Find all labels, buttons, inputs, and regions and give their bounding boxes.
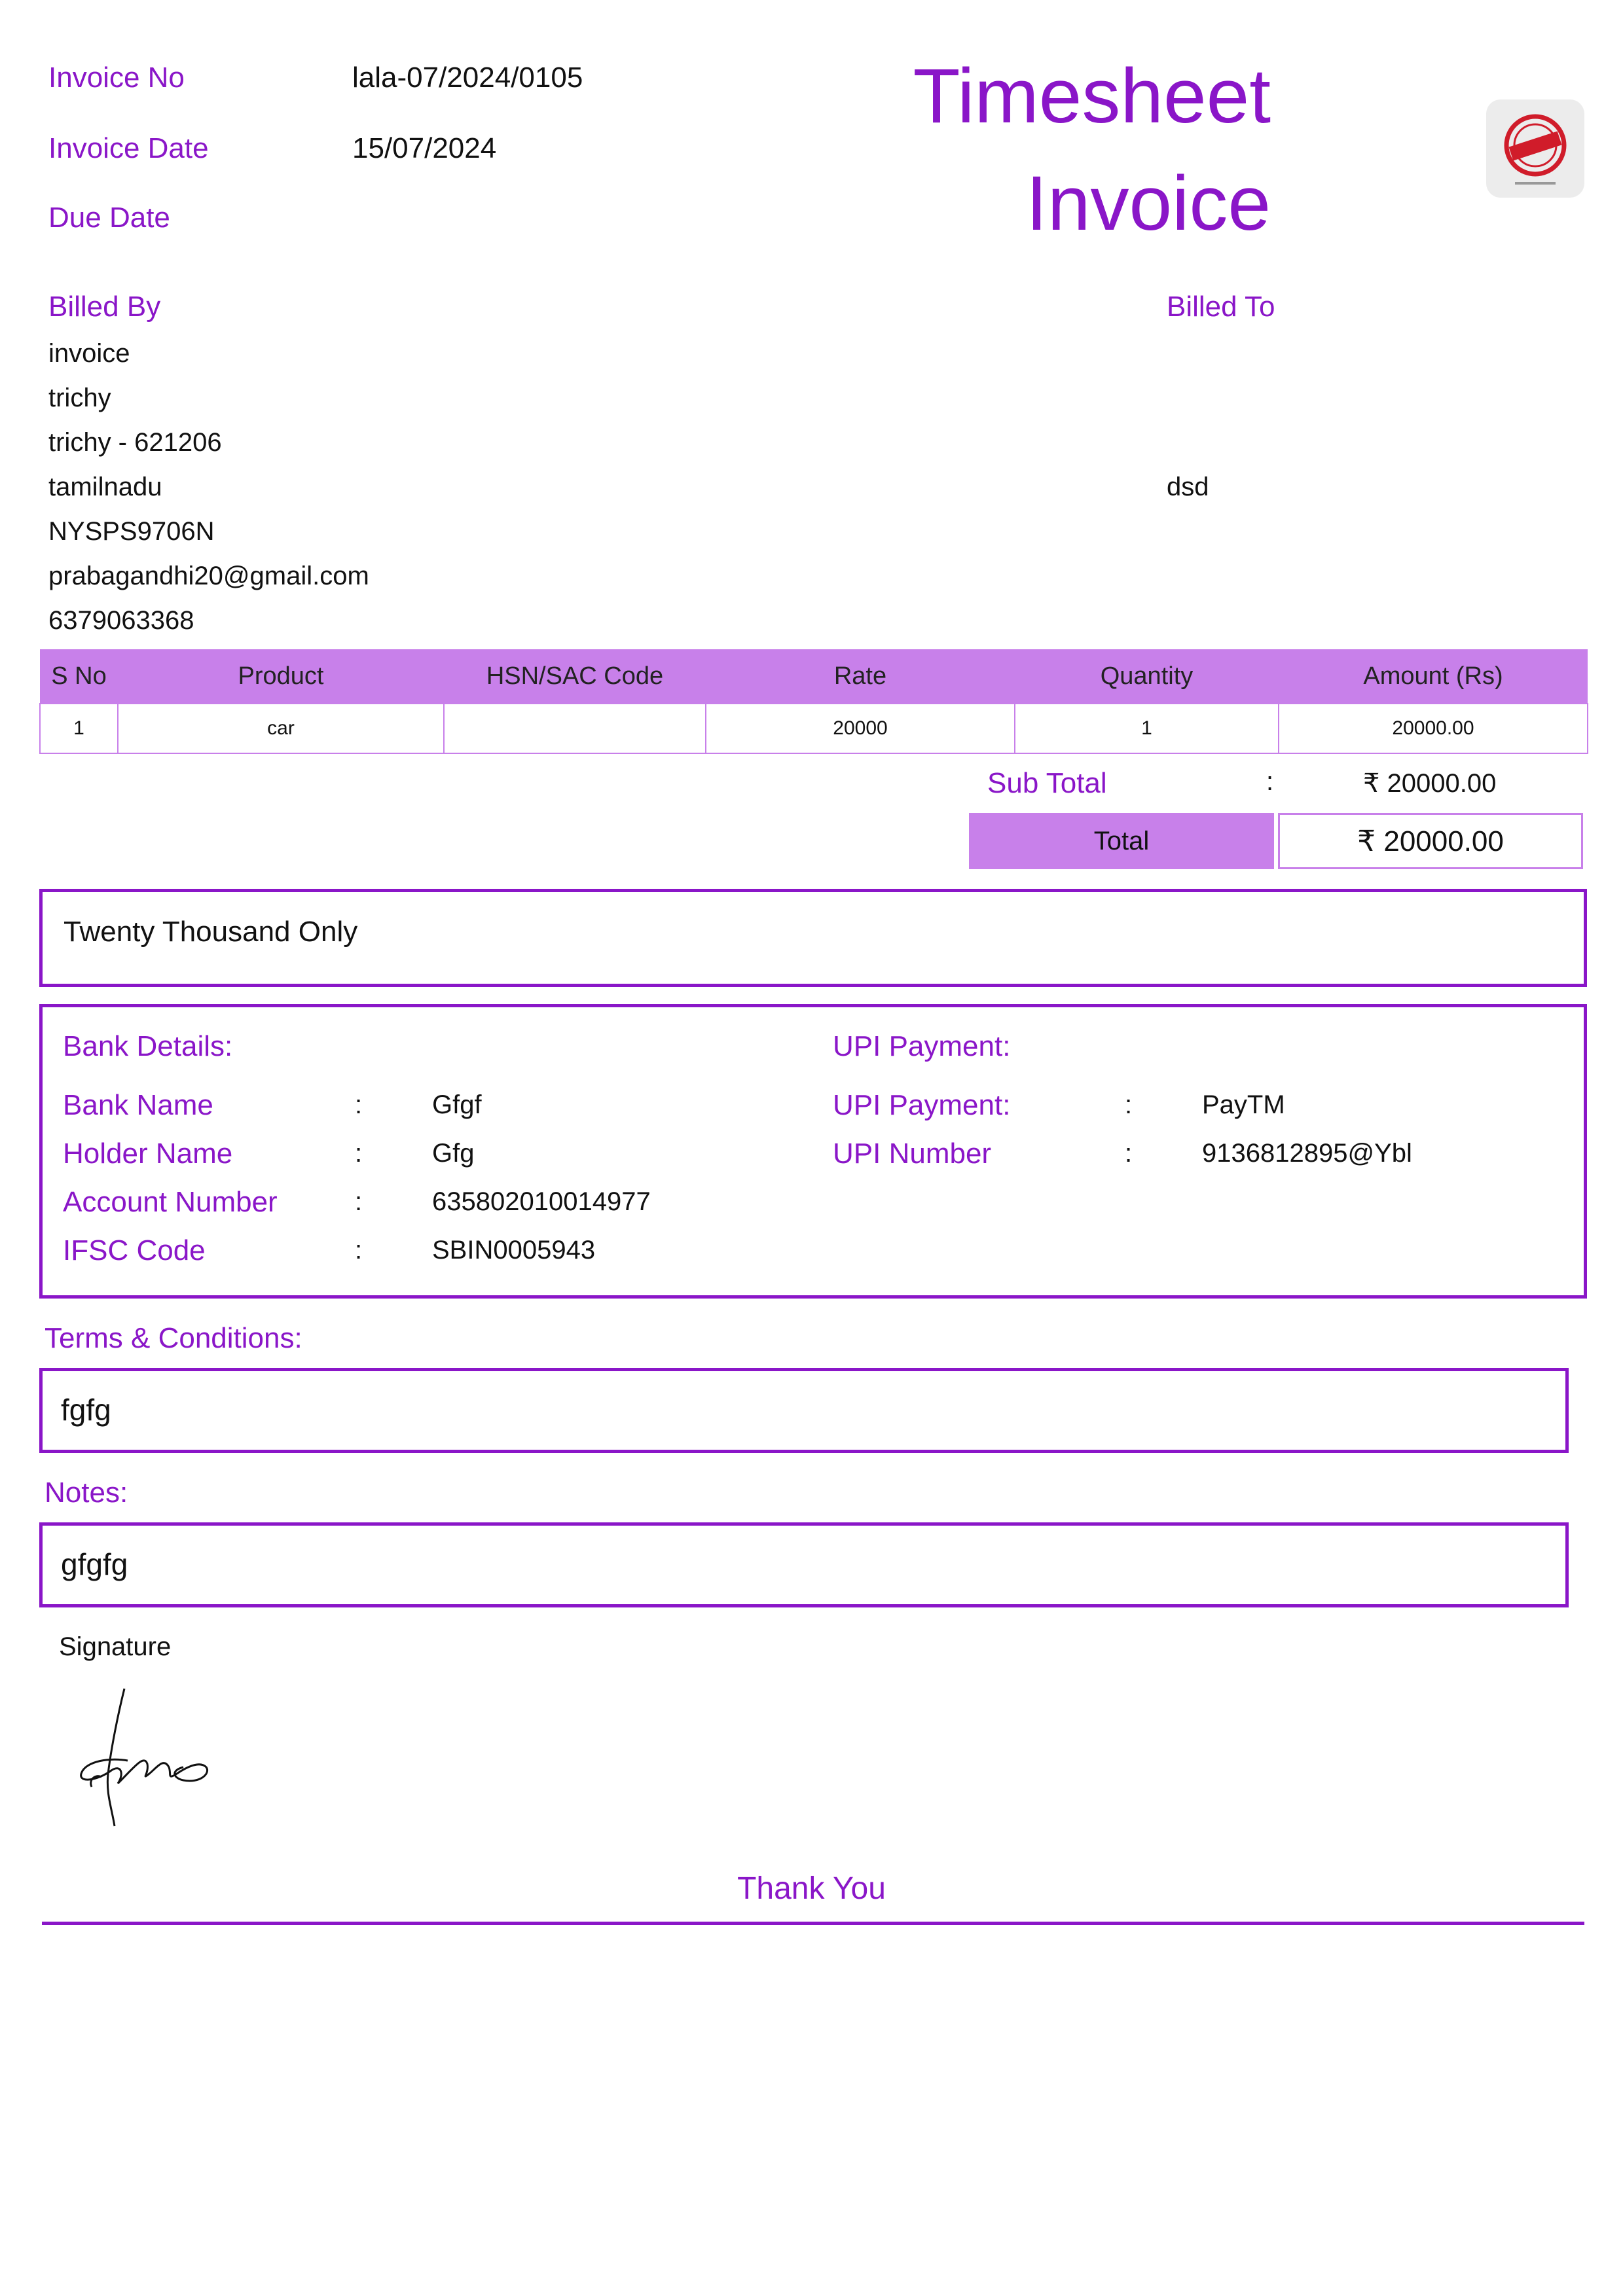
account-number-value: 635802010014977 bbox=[432, 1187, 651, 1216]
notes-label: Notes: bbox=[45, 1477, 128, 1509]
items-table bbox=[39, 649, 1588, 754]
page-title bbox=[913, 53, 1271, 247]
cell-product: car bbox=[118, 704, 444, 753]
col-header-rate: Rate bbox=[706, 649, 1015, 704]
col-header-quantity: Quantity bbox=[1015, 649, 1279, 704]
thank-you-footer: Thank You bbox=[737, 1871, 886, 1906]
footer-divider bbox=[42, 1922, 1584, 1925]
total-label: Total bbox=[1093, 826, 1150, 855]
billed-by-line: trichy bbox=[48, 384, 111, 412]
col-header-sno: S No bbox=[40, 649, 118, 704]
cell-quantity: 1 bbox=[1015, 704, 1279, 753]
cell-sno: 1 bbox=[40, 704, 118, 753]
title-line-2: Invoice bbox=[1026, 160, 1271, 247]
billed-to-label: Billed To bbox=[1167, 291, 1275, 323]
ifsc-code-label: IFSC Code bbox=[63, 1234, 206, 1266]
bank-name-value: Gfgf bbox=[432, 1090, 482, 1119]
invoice-no-label: Invoice No bbox=[48, 62, 185, 94]
col-header-product: Product bbox=[118, 649, 444, 704]
table-row bbox=[40, 704, 1588, 753]
bank-details-heading: Bank Details: bbox=[63, 1030, 233, 1062]
upi-heading: UPI Payment: bbox=[833, 1030, 1011, 1062]
due-date-label: Due Date bbox=[48, 202, 170, 234]
notes-box bbox=[39, 1522, 1569, 1607]
terms-label: Terms & Conditions: bbox=[45, 1322, 302, 1354]
holder-name-label: Holder Name bbox=[63, 1138, 233, 1170]
subtotal-value: ₹ 20000.00 bbox=[1363, 769, 1497, 798]
total-value: ₹ 20000.00 bbox=[1357, 825, 1504, 857]
ifsc-code-colon: : bbox=[355, 1236, 363, 1265]
upi-payment-colon: : bbox=[1125, 1090, 1133, 1119]
terms-box bbox=[39, 1368, 1569, 1453]
billed-by-line: NYSPS9706N bbox=[48, 517, 215, 546]
cell-amount: 20000.00 bbox=[1279, 704, 1588, 753]
subtotal-colon: : bbox=[1266, 767, 1274, 796]
amount-in-words-box bbox=[39, 889, 1587, 987]
col-header-amount: Amount (Rs) bbox=[1279, 649, 1588, 704]
notes-text: gfgfg bbox=[61, 1547, 128, 1581]
billed-by-line: 6379063368 bbox=[48, 606, 194, 635]
subtotal-label: Sub Total bbox=[987, 767, 1107, 799]
cell-rate: 20000 bbox=[706, 704, 1015, 753]
holder-name-colon: : bbox=[355, 1139, 363, 1168]
invoice-no-value: lala-07/2024/0105 bbox=[352, 62, 583, 94]
table-header-row bbox=[40, 649, 1588, 704]
handwritten-signature-image bbox=[72, 1676, 216, 1833]
upi-number-label: UPI Number bbox=[833, 1138, 992, 1170]
title-line-1: Timesheet bbox=[913, 53, 1271, 139]
upi-payment-label: UPI Payment: bbox=[833, 1089, 1011, 1121]
bank-name-label: Bank Name bbox=[63, 1089, 213, 1121]
billed-by-line: prabagandhi20@gmail.com bbox=[48, 562, 369, 590]
total-label-cell bbox=[969, 813, 1274, 869]
col-header-hsn: HSN/SAC Code bbox=[444, 649, 706, 704]
ifsc-code-value: SBIN0005943 bbox=[432, 1236, 596, 1265]
terms-text: fgfg bbox=[61, 1393, 111, 1427]
upi-number-value: 9136812895@Ybl bbox=[1202, 1139, 1412, 1168]
bank-name-colon: : bbox=[355, 1090, 363, 1119]
billed-by-line: trichy - 621206 bbox=[48, 428, 222, 457]
billed-by-label: Billed By bbox=[48, 291, 161, 323]
holder-name-value: Gfg bbox=[432, 1139, 475, 1168]
invoice-date-label: Invoice Date bbox=[48, 132, 209, 164]
billed-by-line: invoice bbox=[48, 339, 130, 368]
billed-by-line: tamilnadu bbox=[48, 473, 162, 501]
account-number-label: Account Number bbox=[63, 1186, 278, 1218]
account-number-colon: : bbox=[355, 1187, 363, 1216]
total-value-cell bbox=[1278, 813, 1583, 869]
signature-label: Signature bbox=[59, 1632, 172, 1661]
stamp-logo-icon bbox=[1486, 99, 1584, 198]
amount-in-words: Twenty Thousand Only bbox=[64, 916, 358, 948]
invoice-date-value: 15/07/2024 bbox=[352, 132, 497, 164]
cell-hsn bbox=[444, 704, 706, 753]
billed-to-name: dsd bbox=[1167, 473, 1209, 501]
upi-number-colon: : bbox=[1125, 1139, 1133, 1168]
upi-payment-value: PayTM bbox=[1202, 1090, 1285, 1119]
